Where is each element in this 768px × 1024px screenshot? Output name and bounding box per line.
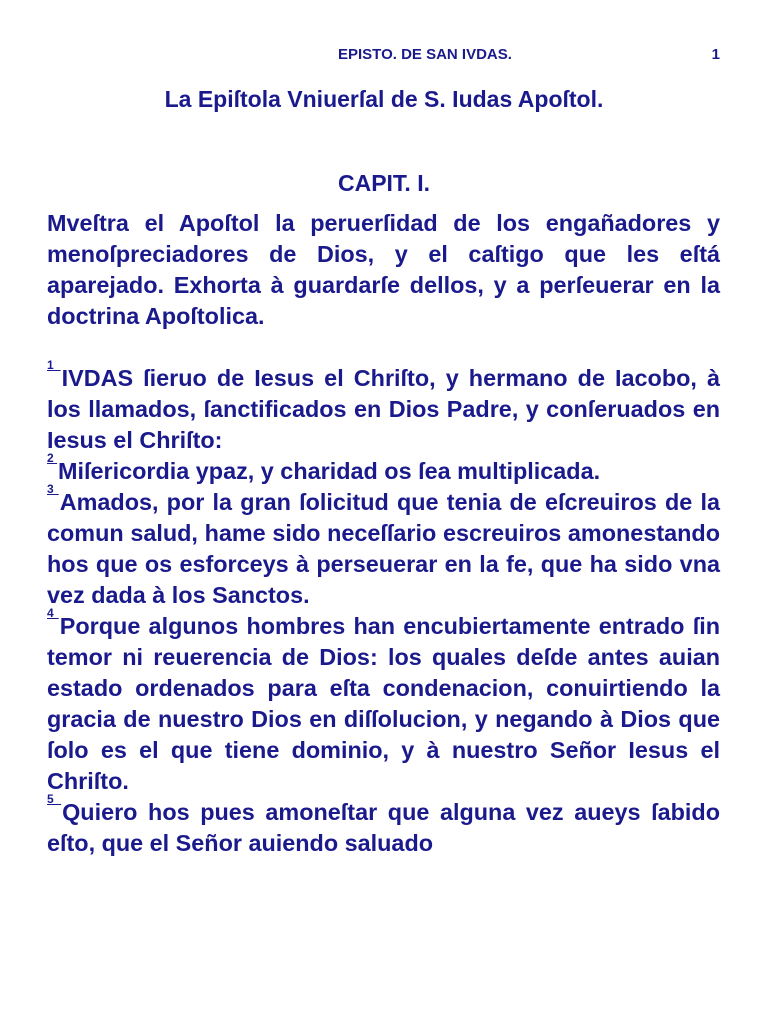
verse-number: 3 [47,482,59,496]
verse-number: 4 [47,606,59,620]
chapter-summary: Mveſtra el Apoſtol la peruerſidad de los engañadores y menoſpreciadores de Dios, y el caſtigo que les eſtá aparejado. Exhorta à guardarſe dellos, y a perſeuerar en la doctrina Apoſtolica. [47,210,720,329]
verse-text: IVDAS ſieruo de Iesus el Chriſto, y hermano de Iacobo, à los llamados, ſanctificados en Dios Padre, y conſeruados en Iesus el Chriſto: [47,365,720,453]
running-header-title: EPISTO. DE SAN IVDAS. [338,46,512,63]
verse-5 [47,792,720,859]
verse-number: 5 [47,792,62,806]
verse-1 [47,358,720,456]
epistle-title: La Epiſtola Vniuerſal de S. Iudas Apoſtol. [164,86,604,112]
chapter-heading: CAPIT. I. [337,170,430,196]
verse-2 [47,451,720,487]
body-text [47,208,720,859]
running-header [0,46,768,66]
verse-text: Quiero hos pues amoneſtar que alguna vez aueys ſabido eſto, que el Señor auiendo saluado [47,799,720,856]
verse-number: 2 [47,451,58,465]
verse-3 [47,482,720,611]
paragraph-spacer [47,332,720,363]
verse-text: Amados, por la gran ſolicitud que tenia de eſcreuiros de la comun salud, hame sido neceſſario escreuiros amonestando hos que os esforceys à perseuerar en la fe, que ha sido vna vez dada à los Sanctos. [47,489,720,608]
verse-number: 1 [47,358,61,372]
verse-text: Porque algunos hombres han encubiertamente entrado ſin temor ni reuerencia de Dios: los quales deſde antes auian estado ordenados para eſta condenacion, conuirtiendo la gracia de nuestro Dios en diſſolucion, y negando à Dios que ſolo es el que tiene dominio, y à nuestro Señor Iesus el Chriſto. [47,613,720,794]
verse-text: Miſericordia ypaz, y charidad os ſea multiplicada. [58,458,601,484]
verse-4 [47,606,720,797]
page-number: 1 [711,46,720,63]
